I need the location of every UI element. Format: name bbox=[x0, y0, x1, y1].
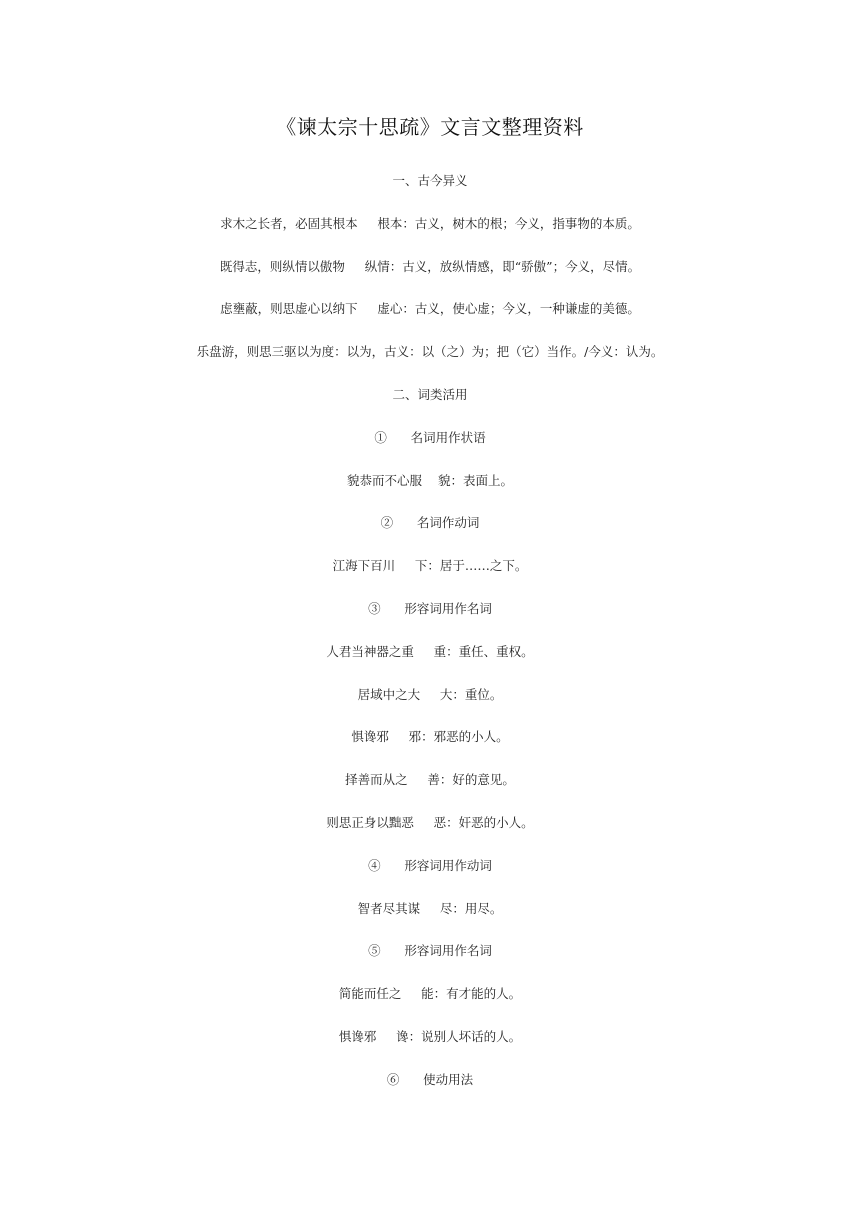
section-heading: 一、古今异义 bbox=[392, 173, 468, 188]
text-line: 虑壅蔽，则思虚心以纳下 虚心：古义，使心虚；今义，一种谦虚的美德。 bbox=[220, 301, 640, 317]
text-line: 则思正身以黜恶 恶：奸恶的小人。 bbox=[326, 814, 534, 830]
text-line: 乐盘游，则思三驱以为度：以为，古义：以（之）为；把（它）当作。/今义：认为。 bbox=[196, 344, 664, 360]
subsection-heading: ⑥ 使动用法 bbox=[386, 1071, 474, 1087]
subsection-heading: ③ 形容词用作名词 bbox=[368, 600, 492, 616]
text-line: 择善而从之 善：好的意见。 bbox=[345, 772, 515, 788]
document-title: 《谏太宗十思疏》文言文整理资料 bbox=[276, 115, 584, 139]
text-line: 惧谗邪 邪：邪恶的小人。 bbox=[351, 729, 509, 745]
text-line: 简能而任之 能：有才能的人。 bbox=[338, 986, 522, 1002]
text-line: 居域中之大 大：重位。 bbox=[357, 686, 503, 702]
text-line: 智者尽其谋 尽：用尽。 bbox=[357, 900, 503, 916]
subsection-heading: ⑤ 形容词用作名词 bbox=[368, 943, 492, 959]
document-body bbox=[0, 170, 860, 1112]
text-line: 求木之长者，必固其根本 根本：古义，树木的根；今义，指事物的本质。 bbox=[220, 215, 640, 231]
subsection-heading: ① 名词用作状语 bbox=[374, 429, 486, 445]
text-line: 人君当神器之重 重：重任、重权。 bbox=[326, 643, 534, 659]
subsection-heading: ② 名词作动词 bbox=[380, 515, 480, 531]
subsection-heading: ④ 形容词用作动词 bbox=[368, 857, 492, 873]
text-line: 江海下百川 下：居于……之下。 bbox=[332, 558, 528, 574]
section-heading: 二、词类活用 bbox=[392, 386, 468, 402]
text-line: 貌恭而不心服 貌：表面上。 bbox=[347, 472, 513, 488]
text-line: 既得志，则纵情以傲物 纵情：古义，放纵情感，即“骄傲”；今义，尽情。 bbox=[219, 258, 641, 274]
text-line: 惧谗邪 谗：说别人坏话的人。 bbox=[338, 1028, 522, 1044]
